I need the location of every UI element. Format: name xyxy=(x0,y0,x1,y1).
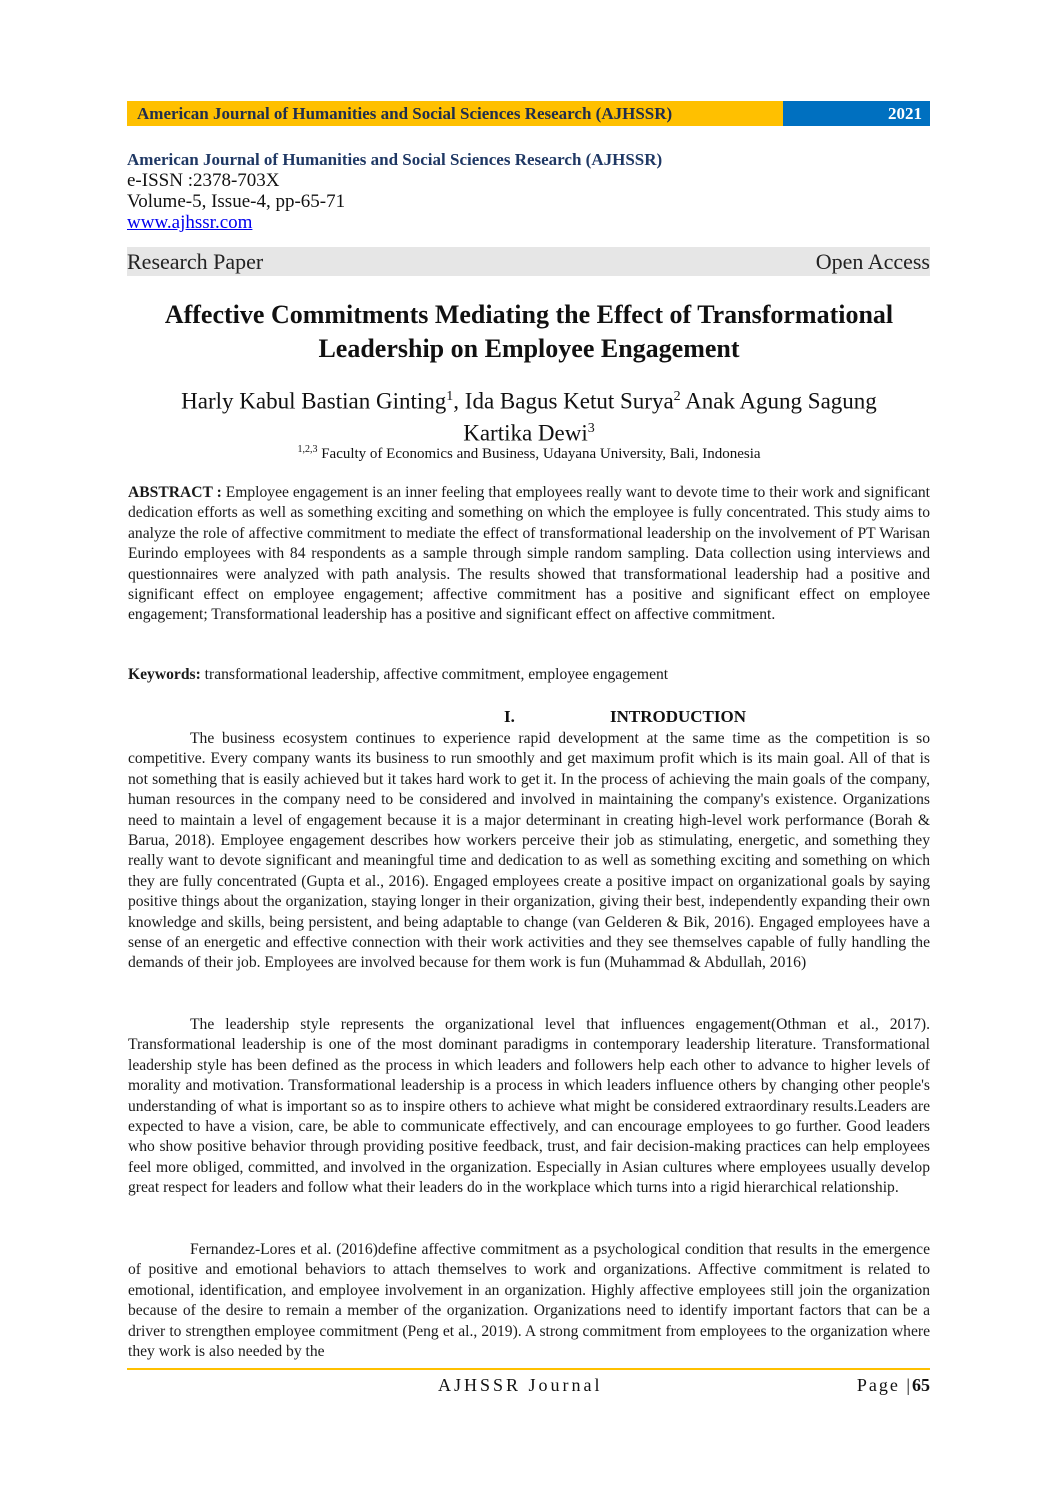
author-1: Harly Kabul Bastian Ginting xyxy=(181,388,447,414)
paper-type: Research Paper xyxy=(127,249,264,274)
author-3-part-2: Kartika Dewi xyxy=(463,420,588,446)
intro-paragraph-3: Fernandez-Lores et al. (2016)define affective commitment as a psychological condition that results in the emergence of positive and emotional behaviors to attach themselves to work and organizations. Affective commitment is related to emotional, identification, and employee involvement in an organization. Highly affective employees still join the organization because of the desire to remain a member of the organization. Organizations need to identify important factors that can be a driver to strengthen employee commitment (Peng et al., 2019). A strong commitment from employees to the organization where they work is also needed by the xyxy=(128,1241,930,1361)
intro-paragraph-2: The leadership style represents the organizational level that influences engagement(Othman et al., 2017). Transformational leadership is one of the most dominant paradigms in contemporary leadership literature. Transformational leadership style has been defined as the process in which leaders and followers help each other to advance to higher levels of morality and motivation. Transformational leadership is a process in which leaders influence others by changing other people's understanding of what is important so as to inspire others to achieve what might be considered extraordinary results.Leaders are expected to have a vision, care, be able to communicate effectively, and can encourage employees to go further. Good leaders who show positive behavior through providing positive feedback, trust, and fair decision-making practices can help employees feel more obliged, committed, and involved in the organization. Especially in Asian cultures where employees usually develop great respect for leaders and follow what their leaders do in the workplace which turns into a rigid hierarchical relationship. xyxy=(128,1016,930,1197)
footer-page xyxy=(857,1373,930,1397)
journal-website-link[interactable]: www.ajhssr.com xyxy=(127,212,253,233)
affiliation-sup: 1,2,3 xyxy=(297,444,318,455)
journal-banner xyxy=(127,101,930,126)
journal-name: American Journal of Humanities and Social Sciences Research (AJHSSR) xyxy=(127,150,663,169)
author-2: , Ida Bagus Ketut Surya xyxy=(453,388,674,414)
abstract-text: Employee engagement is an inner feeling that employees really want to devote time to their work and significant dedication efforts as well as something exciting and something on which the employee is fully concentrated. This study aims to analyze the role of affective commitment to mediate the effect of transformational leadership on the involvement of PT Warisan Eurindo employees with 84 respondents as a sample through simple random sampling. Data collection using interviews and questionnaires were analyzed with path analysis. The results showed that transformational leadership had a positive and significant effect on employee engagement; affective commitment has a positive and significant effect on employee engagement; Transformational leadership has a positive and significant effect on affective commitment. xyxy=(128,484,931,624)
section-title: INTRODUCTION xyxy=(610,707,747,726)
volume-issue: Volume-5, Issue-4, pp-65-71 xyxy=(127,191,346,212)
footer-page-number: 65 xyxy=(912,1375,930,1395)
footer-journal: AJHSSR Journal xyxy=(438,1375,603,1395)
abstract-label: ABSTRACT : xyxy=(128,484,222,501)
banner-journal-name: American Journal of Humanities and Social Sciences Research (AJHSSR) xyxy=(127,101,783,126)
author-3-sup: 3 xyxy=(587,420,595,436)
author-3-part-1: Anak Agung Sagung xyxy=(680,388,877,414)
intro-paragraph-1: The business ecosystem continues to experience rapid development at the same time as the competition is so competitive. Every company wants its business to run smoothly and get maximum profit which is its main goal. All of that is not something that is easily achieved but it takes hard work to get it. In the process of achieving the main goals of the company, human resources in the company need to be considered and involved in maintaining the company's existence. Organizations need to maintain a level of engagement because it is a major determinant in creating high-level work performance (Borah & Barua, 2018). Employee engagement describes how workers perceive their job as stimulating, energetic, and something they really want to devote significant and meaningful time and dedication to as well as something exciting and something on which they are fully concentrated (Gupta et al., 2016). Engaged employees create a positive impact on organizational goals by saying positive things about the organization, staying longer in their organization, giving their best, independently expanding their own knowledge and skills, being persistent, and being adaptable to change (van Gelderen & Bik, 2016). Engaged employees have a sense of an energetic and effective connection with their work activities and they see themselves capable of fully handling the demands of their job. Employees are involved because for them work is fun (Muhammad & Abdullah, 2016) xyxy=(128,730,930,972)
keywords-text: transformational leadership, affective commitment, employee engagement xyxy=(200,666,669,683)
title-line-1: Affective Commitments Mediating the Effect of Transformational xyxy=(164,300,894,329)
abstract xyxy=(128,483,930,626)
issn: e-ISSN :2378-703X xyxy=(127,170,280,191)
journal-info xyxy=(127,150,930,233)
footer-page-label: Page | xyxy=(856,1375,912,1395)
banner-year: 2021 xyxy=(783,101,930,126)
access-type: Open Access xyxy=(815,249,930,274)
affiliation xyxy=(120,440,938,464)
title-line-2: Leadership on Employee Engagement xyxy=(318,334,740,363)
footer-rule xyxy=(127,1368,930,1370)
section-number: I. xyxy=(504,707,515,726)
keywords-label: Keywords: xyxy=(128,666,201,683)
affiliation-text: Faculty of Economics and Business, Udayana University, Bali, Indonesia xyxy=(317,446,761,462)
author-2-sup: 2 xyxy=(673,389,681,404)
paper-type-bar xyxy=(127,247,930,276)
author-list xyxy=(120,383,938,446)
article-title xyxy=(120,298,938,366)
author-1-sup: 1 xyxy=(446,389,454,404)
keywords xyxy=(128,665,930,685)
